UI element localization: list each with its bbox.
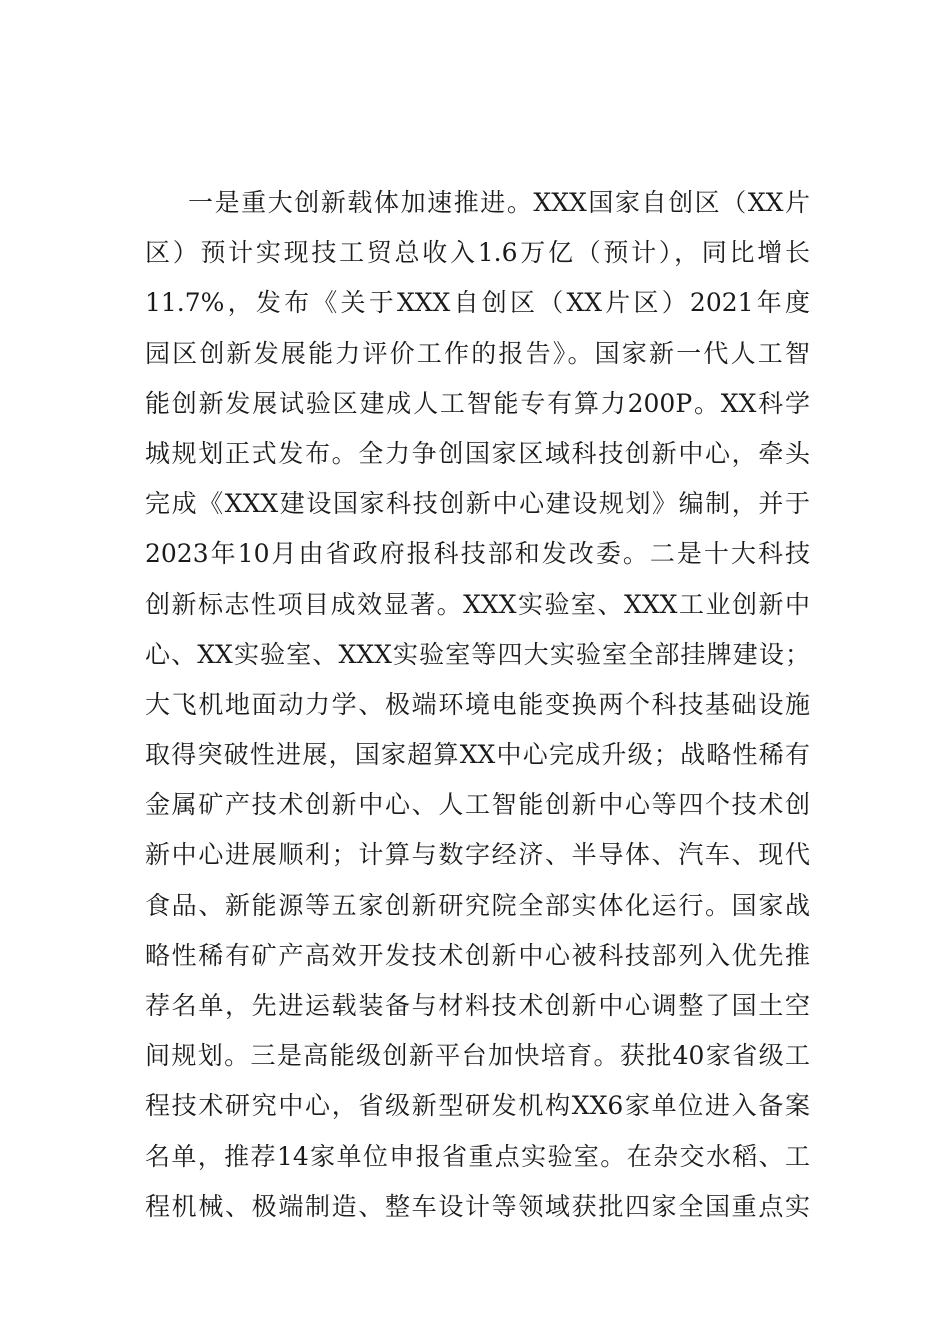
paragraph-line: 创新标志性项目成效显著。XXX实验室、XXX工业创新中 [145,589,810,619]
paragraph-line: 名单，推荐14家单位申报省重点实验室。在杂交水稻、工 [145,1141,810,1171]
paragraph-line: 程技术研究中心，省级新型研发机构XX6家单位进入备案 [145,1091,810,1121]
paragraph-line: 取得突破性进展，国家超算XX中心完成升级；战略性稀有 [145,740,810,770]
paragraph-line: 能创新发展试验区建成人工智能专有算力200P。XX科学 [145,388,810,418]
paragraph-line: 完成《XXX建设国家科技创新中心建设规划》编制，并于 [145,489,810,519]
paragraph-line: 园区创新发展能力评价工作的报告》。国家新一代人工智 [145,338,810,368]
paragraph-line: 金属矿产技术创新中心、人工智能创新中心等四个技术创 [145,790,810,820]
paragraph-line: 一是重大创新载体加速推进。XXX国家自创区（XX片 [188,188,810,217]
paragraph-line: 略性稀有矿产高效开发技术创新中心被科技部列入优先推 [145,940,810,970]
paragraph-line: 11.7%，发布《关于XXX自创区（XX片区）2021年度 [145,288,810,318]
paragraph-line: 心、XX实验室、XXX实验室等四大实验室全部挂牌建设； [145,639,810,669]
paragraph-line: 城规划正式发布。全力争创国家区域科技创新中心，牵头 [145,438,810,468]
paragraph-line: 新中心进展顺利；计算与数字经济、半导体、汽车、现代 [145,840,810,870]
paragraph-line: 间规划。三是高能级创新平台加快培育。获批40家省级工 [145,1041,810,1071]
paragraph-line: 食品、新能源等五家创新研究院全部实体化运行。国家战 [145,890,810,920]
paragraph-line: 大飞机地面动力学、极端环境电能变换两个科技基础设施 [145,689,810,719]
paragraph-line: 荐名单，先进运载装备与材料技术创新中心调整了国土空 [145,991,810,1020]
paragraph-line: 区）预计实现技工贸总收入1.6万亿（预计），同比增长 [145,238,810,268]
body-paragraph [145,178,810,1232]
paragraph-line: 2023年10月由省政府报科技部和发改委。二是十大科技 [145,539,810,569]
paragraph-line: 程机械、极端制造、整车设计等领域获批四家全国重点实 [145,1191,810,1221]
